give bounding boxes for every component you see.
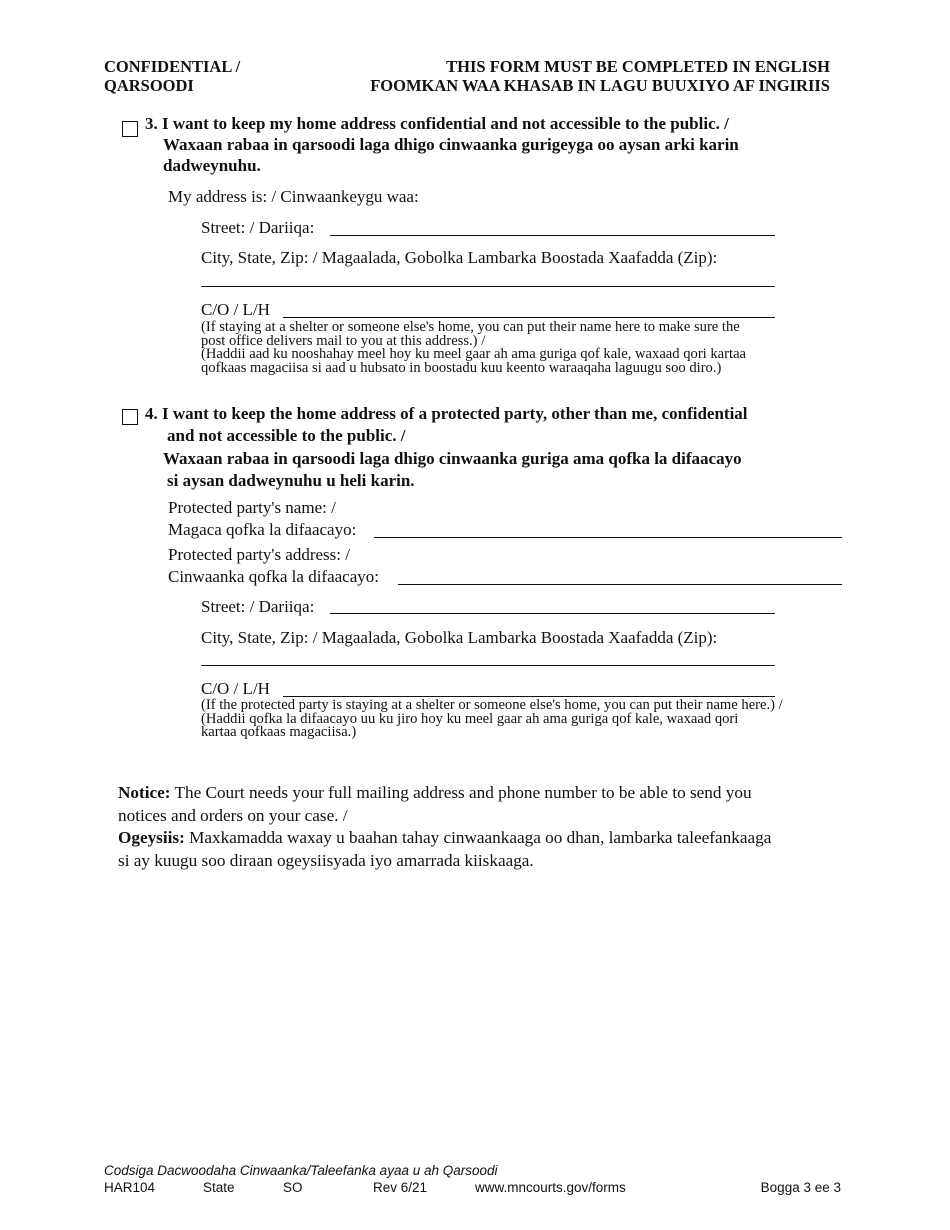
notice-text-so1: Maxkamadda waxay u baahan tahay cinwaankaaga oo dhan, lambarka taleefankaaga xyxy=(184,828,772,847)
section4-line4: si aysan dadweynuhu u heli karin. xyxy=(167,470,415,490)
section4-note-line1: (If the protected party is staying at a shelter or someone else's home, you can put their name here.) / xyxy=(201,697,783,713)
section3-question xyxy=(145,113,739,176)
footer-state: State xyxy=(203,1180,235,1195)
notice-label: Notice: xyxy=(118,783,171,802)
section3-line1: 3. I want to keep my home address confidential and not accessible to the public. / xyxy=(145,114,729,133)
section4-city-label: City, State, Zip: / Magaalada, Gobolka Lambarka Boostada Xaafadda (Zip): xyxy=(201,628,718,647)
section4-note xyxy=(201,699,783,740)
section4-street-field[interactable] xyxy=(330,613,775,614)
section4-address-label-so: Cinwaanka qofka la difaacayo: xyxy=(168,567,379,586)
section3-note-line4: qofkaas magaciisa si aad u hubsato in boostadu kuu keento waraaqaha laguugu soo diro.) xyxy=(201,359,722,376)
header-right xyxy=(370,57,830,95)
footer-form-id: HAR104 xyxy=(104,1180,156,1195)
header-somali-notice: FOOMKAN WAA KHASAB IN LAGU BUUXIYO AF INGIRIIS xyxy=(370,76,830,95)
section4-line2: and not accessible to the public. / xyxy=(167,426,406,446)
section3-checkbox[interactable] xyxy=(122,121,138,137)
notice-text-en1: The Court needs your full mailing address and phone number to be able to send you xyxy=(170,783,752,802)
section3-line2: Waxaan rabaa in qarsoodi laga dhigo cinwaanka gurigeyga oo aysan arki karin xyxy=(163,135,739,154)
section4-city-field[interactable] xyxy=(201,665,775,666)
section3-line3: dadweynuhu. xyxy=(163,156,261,175)
header-english-notice: THIS FORM MUST BE COMPLETED IN ENGLISH xyxy=(446,57,830,76)
notice-so-line1 xyxy=(118,827,771,850)
section3-street-label: Street: / Dariiqa: xyxy=(201,218,315,237)
section4-address-field[interactable] xyxy=(398,584,842,585)
section4-co-label: C/O / L/H xyxy=(201,679,270,698)
header-left xyxy=(104,57,240,95)
notice-block xyxy=(118,782,771,872)
section3-note-line1: (If staying at a shelter or someone else's home, you can put their name here to make sure the xyxy=(201,319,740,335)
section3-note-line2: post office delivers mail to you at this address.) / xyxy=(201,332,486,349)
section3-street-field[interactable] xyxy=(330,235,775,236)
footer-title: Codsiga Dacwoodaha Cinwaanka/Taleefanka ayaa u ah Qarsoodi xyxy=(104,1163,498,1178)
notice-en-line1 xyxy=(118,782,771,805)
section4-line3: Waxaan rabaa in qarsoodi laga dhigo cinwaanka guriga ama qofka la difaacayo xyxy=(163,448,742,468)
section3-address-intro: My address is: / Cinwaankeygu waa: xyxy=(168,187,419,206)
header-qarsoodi: QARSOODI xyxy=(104,76,194,95)
header-confidential: CONFIDENTIAL / xyxy=(104,57,241,76)
footer-page-number: Bogga 3 ee 3 xyxy=(760,1180,841,1195)
section4-address-label-en: Protected party's address: / xyxy=(168,545,350,564)
notice-text-en2: notices and orders on your case. / xyxy=(118,805,348,825)
footer-revision: Rev 6/21 xyxy=(373,1180,428,1195)
section4-checkbox[interactable] xyxy=(122,409,138,425)
section3-city-label: City, State, Zip: / Magaalada, Gobolka Lambarka Boostada Xaafadda (Zip): xyxy=(201,248,718,267)
section4-name-label-en: Protected party's name: / xyxy=(168,498,336,517)
section3-note-line3: (Haddii aad ku nooshahay meel hoy ku meel gaar ah ama guriga qof kale, waxaad qori kartaa xyxy=(201,346,747,362)
section3-note xyxy=(201,321,746,375)
section4-note-line2: (Haddii qofka la difaacayo uu ku jiro hoy ku meel gaar ah ama guriga qof kale, waxaad qori xyxy=(201,710,739,727)
section4-note-line3: kartaa qofkaas magaciisa.) xyxy=(201,724,357,740)
section4-line1: 4. I want to keep the home address of a protected party, other than me, confidential xyxy=(145,404,748,423)
section4-street-label: Street: / Dariiqa: xyxy=(201,597,315,616)
ogeysiis-label: Ogeysiis: xyxy=(118,828,185,847)
footer-language: SO xyxy=(283,1180,303,1195)
section4-name-label-so: Magaca qofka la difaacayo: xyxy=(168,520,357,539)
footer-url: www.mncourts.gov/forms xyxy=(475,1180,626,1195)
section4-name-field[interactable] xyxy=(374,537,842,538)
section3-co-label: C/O / L/H xyxy=(201,300,270,319)
section3-city-field[interactable] xyxy=(201,286,775,287)
section3-co-field[interactable] xyxy=(283,317,775,318)
notice-text-so2: si ay kuugu soo diraan ogeysiisyada iyo amarrada kiiskaaga. xyxy=(118,850,534,870)
section4-question xyxy=(145,403,748,492)
